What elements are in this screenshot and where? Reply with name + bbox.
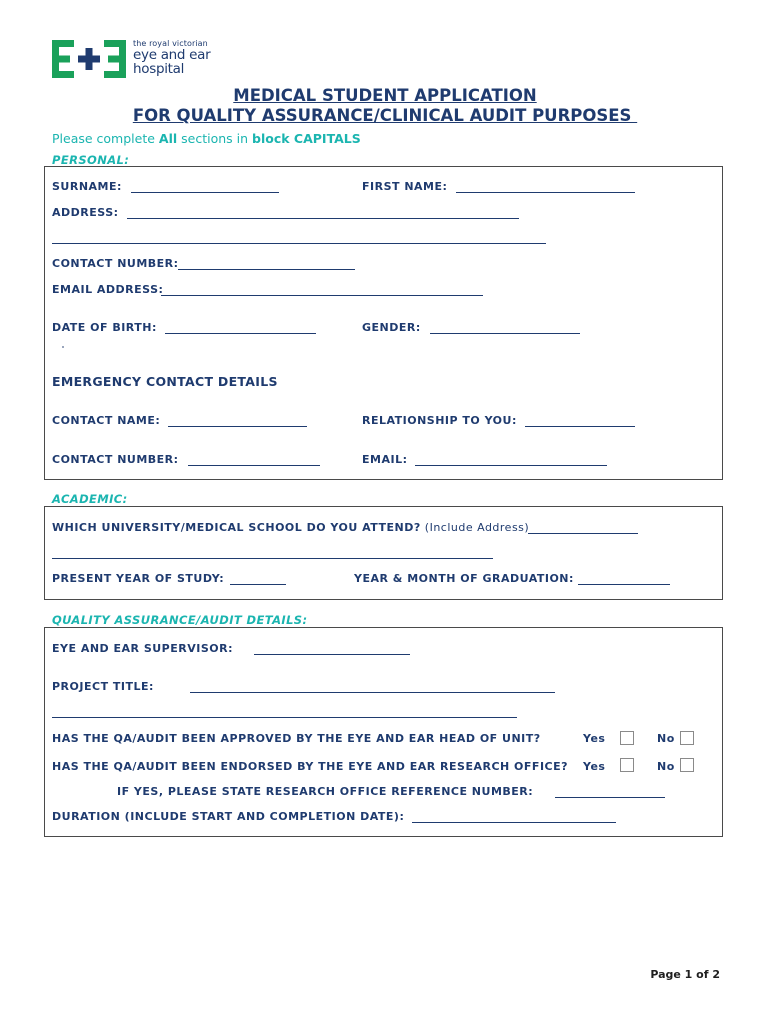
project-title-field-line2[interactable] [52,717,517,718]
contact-number-label: CONTACT NUMBER: [52,257,179,270]
approved-no-checkbox[interactable] [680,731,694,745]
duration-label: DURATION (INCLUDE START AND COMPLETION DATE): [52,810,405,823]
university-field-line2[interactable] [52,558,493,559]
form-title-line1: MEDICAL STUDENT APPLICATION [233,86,537,105]
surname-field[interactable] [131,192,279,193]
project-title-label: PROJECT TITLE: [52,680,154,693]
stray-dot [62,346,64,348]
dob-field[interactable] [165,333,316,334]
endorsed-question: HAS THE QA/AUDIT BEEN ENDORSED BY THE EYE AND EAR RESEARCH OFFICE? [52,760,569,773]
approved-question: HAS THE QA/AUDIT BEEN APPROVED BY THE EYE AND EAR HEAD OF UNIT? [52,732,541,745]
form-title-line2: FOR QUALITY ASSURANCE/CLINICAL AUDIT PURPOSES [132,106,638,125]
graduation-field[interactable] [578,584,670,585]
address-field-line2[interactable] [52,243,546,244]
instructions-part3: sections in [177,131,253,146]
gender-field[interactable] [430,333,580,334]
qa-heading: QUALITY ASSURANCE/AUDIT DETAILS: [52,613,308,627]
supervisor-field[interactable] [254,654,410,655]
emergency-contact-name-field[interactable] [168,426,307,427]
approved-no-label: No [657,732,675,745]
hospital-logo-text [133,40,210,76]
university-note: (Include Address) [420,521,530,534]
emergency-contact-heading: EMERGENCY CONTACT DETAILS [52,374,278,389]
approved-yes-checkbox[interactable] [620,731,634,745]
instructions-all: All [158,131,178,146]
relationship-field[interactable] [525,426,635,427]
duration-field[interactable] [412,822,616,823]
supervisor-label: EYE AND EAR SUPERVISOR: [52,642,233,655]
endorsed-no-label: No [657,760,675,773]
page-number: Page 1 of 2 [650,968,720,981]
relationship-label: RELATIONSHIP TO YOU: [362,414,517,427]
gender-label: GENDER: [362,321,421,334]
project-title-field-line1[interactable] [190,692,555,693]
academic-heading: ACADEMIC: [52,492,128,506]
endorsed-yes-label: Yes [583,760,606,773]
university-label [52,521,529,534]
emergency-contact-name-label: CONTACT NAME: [52,414,161,427]
personal-heading: PERSONAL: [52,153,130,167]
logo-line1: the royal victorian [133,39,208,48]
first-name-label: FIRST NAME: [362,180,448,193]
address-label: ADDRESS: [52,206,119,219]
university-question: WHICH UNIVERSITY/MEDICAL SCHOOL DO YOU ATTEND? [52,521,421,534]
university-field-line1[interactable] [528,533,638,534]
endorsed-yes-checkbox[interactable] [620,758,634,772]
first-name-field[interactable] [456,192,635,193]
hospital-logo-mark [52,40,126,78]
address-field-line1[interactable] [127,218,519,219]
year-of-study-label: PRESENT YEAR OF STUDY: [52,572,225,585]
email-address-label: EMAIL ADDRESS: [52,283,164,296]
approved-yes-label: Yes [583,732,606,745]
dob-label: DATE OF BIRTH: [52,321,157,334]
emergency-contact-number-label: CONTACT NUMBER: [52,453,179,466]
instructions [52,131,361,146]
emergency-email-label: EMAIL: [362,453,408,466]
reference-number-label: IF YES, PLEASE STATE RESEARCH OFFICE REFERENCE NUMBER: [117,785,534,798]
logo-line2: eye and ear [133,47,211,63]
instructions-block-capitals: block CAPITALS [252,131,361,146]
contact-number-field[interactable] [178,269,355,270]
emergency-email-field[interactable] [415,465,607,466]
email-address-field[interactable] [161,295,483,296]
reference-number-field[interactable] [555,797,665,798]
graduation-label: YEAR & MONTH OF GRADUATION: [354,572,574,585]
emergency-contact-number-field[interactable] [188,465,320,466]
instructions-part1: Please complete [52,131,159,146]
surname-label: SURNAME: [52,180,122,193]
logo-line3: hospital [133,61,185,77]
year-of-study-field[interactable] [230,584,286,585]
endorsed-no-checkbox[interactable] [680,758,694,772]
